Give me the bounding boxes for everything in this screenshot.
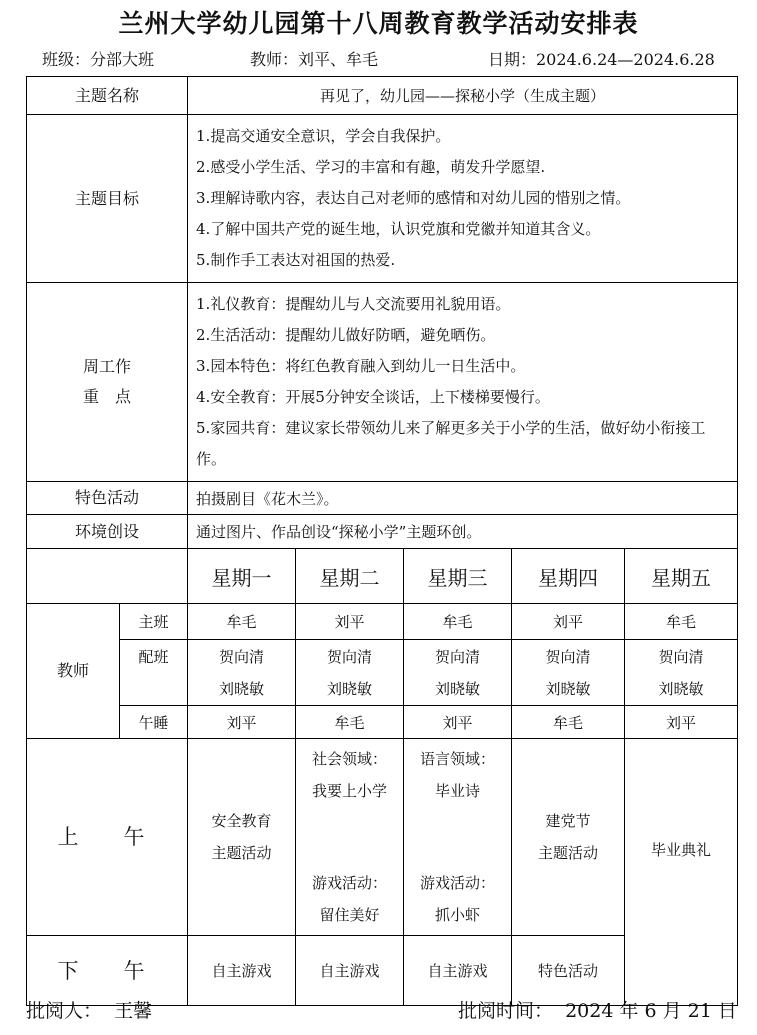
focus-list <box>188 283 738 482</box>
assist-teacher: 刘晓敏 <box>435 679 481 698</box>
special-value: 拍摄剧目《花木兰》。 <box>188 482 738 515</box>
schedule-table <box>26 76 738 1006</box>
goal-item: 3.理解诗歌内容，表达自己对老师的感情和对幼儿园的惜别之情。 <box>196 189 631 207</box>
day-monday: 星期一 <box>188 549 296 604</box>
morning-wednesday-line: 抓小虾 <box>435 906 481 924</box>
goals-row <box>27 115 738 283</box>
assist-teacher: 贺向清 <box>327 647 373 666</box>
afternoon-thursday: 特色活动 <box>512 936 625 1006</box>
day-header-row <box>27 549 738 604</box>
main-teacher: 牟毛 <box>625 604 738 640</box>
environment-label: 环境创设 <box>27 515 188 549</box>
assist-teacher: 刘晓敏 <box>658 679 704 698</box>
morning-thursday-line: 主题活动 <box>538 844 599 862</box>
afternoon-tuesday: 自主游戏 <box>296 936 404 1006</box>
main-teacher: 刘平 <box>512 604 625 640</box>
goal-item: 1.提高交通安全意识，学会自我保护。 <box>196 127 451 145</box>
assist-teachers <box>512 640 625 706</box>
day-header-blank <box>27 549 188 604</box>
focus-item: 3.园本特色：将红色教育融入到幼儿一日生活中。 <box>196 357 526 375</box>
assist-teacher: 刘晓敏 <box>545 679 591 698</box>
theme-label: 主题名称 <box>27 77 188 115</box>
nap-teacher: 牟毛 <box>512 706 625 739</box>
morning-wednesday-line: 语言领域： <box>420 750 496 768</box>
focus-label-line2: 重 点 <box>83 387 132 406</box>
assist-teacher: 贺向清 <box>219 647 265 666</box>
morning-wednesday-line: 游戏活动： <box>420 874 496 892</box>
environment-row <box>27 515 738 549</box>
afternoon-label: 下 午 <box>27 936 188 1006</box>
afternoon-wednesday: 自主游戏 <box>404 936 512 1006</box>
focus-item: 2.生活活动：提醒幼儿做好防晒，避免晒伤。 <box>196 326 496 344</box>
focus-item: 1.礼仪教育：提醒幼儿与人交流要用礼貌用语。 <box>196 295 511 313</box>
assist-teacher-row <box>27 640 738 706</box>
nap-teacher-label: 午睡 <box>120 706 188 739</box>
main-teacher-label: 主班 <box>120 604 188 640</box>
theme-value: 再见了，幼儿园——探秘小学（生成主题） <box>188 77 738 115</box>
morning-monday <box>188 739 296 936</box>
morning-monday-line: 安全教育 <box>211 812 272 830</box>
main-teacher: 刘平 <box>296 604 404 640</box>
nap-teacher: 刘平 <box>404 706 512 739</box>
afternoon-monday: 自主游戏 <box>188 936 296 1006</box>
goal-item: 4.了解中国共产党的诞生地，认识党旗和党徽并知道其含义。 <box>196 220 601 238</box>
environment-value: 通过图片、作品创设“探秘小学”主题环创。 <box>188 515 738 549</box>
focus-item: 5.家园共育：建议家长带领幼儿来了解更多关于小学的生活，做好幼小衔接工作。 <box>196 419 706 468</box>
assist-teacher: 贺向清 <box>658 647 704 666</box>
morning-tuesday <box>296 739 404 936</box>
special-row <box>27 482 738 515</box>
goal-item: 5.制作手工表达对祖国的热爱. <box>196 251 396 269</box>
day-wednesday: 星期三 <box>404 549 512 604</box>
focus-row <box>27 283 738 482</box>
main-teacher-row <box>27 604 738 640</box>
day-tuesday: 星期二 <box>296 549 404 604</box>
focus-label <box>27 283 188 482</box>
focus-item: 4.安全教育：开展5分钟安全谈话，上下楼梯要慢行。 <box>196 388 550 406</box>
assist-teacher: 刘晓敏 <box>327 679 373 698</box>
reviewer: 批阅人： 王馨 <box>26 1000 153 1022</box>
nap-teacher-row <box>27 706 738 739</box>
morning-wednesday <box>404 739 512 936</box>
morning-wednesday-line: 毕业诗 <box>435 782 481 800</box>
morning-tuesday-line: 留住美好 <box>319 906 380 924</box>
day-thursday: 星期四 <box>512 549 625 604</box>
assist-teacher: 贺向清 <box>435 647 481 666</box>
assist-teachers <box>404 640 512 706</box>
day-friday: 星期五 <box>625 549 738 604</box>
goal-item: 2.感受小学生活、学习的丰富和有趣，萌发升学愿望. <box>196 158 546 176</box>
morning-friday: 毕业典礼 <box>625 739 738 1006</box>
assist-teachers <box>625 640 738 706</box>
morning-tuesday-line: 社会领域： <box>312 750 388 768</box>
teachers-label: 教师 <box>27 604 120 739</box>
focus-label-line1: 周工作 <box>83 357 132 376</box>
morning-label: 上 午 <box>27 739 188 936</box>
morning-thursday <box>512 739 625 936</box>
nap-teacher: 牟毛 <box>296 706 404 739</box>
morning-monday-line: 主题活动 <box>211 844 272 862</box>
theme-row <box>27 77 738 115</box>
assist-teacher: 贺向清 <box>545 647 591 666</box>
teacher-info: 教师：刘平、牟毛 <box>250 50 379 69</box>
assist-teachers <box>296 640 404 706</box>
goals-label: 主题目标 <box>27 115 188 283</box>
date-info: 日期：2024.6.24—2024.6.28 <box>488 50 715 69</box>
main-teacher: 牟毛 <box>188 604 296 640</box>
review-time: 批阅时间： 2024 年 6 月 21 日 <box>458 1000 737 1022</box>
class-info: 班级：分部大班 <box>42 50 155 69</box>
main-teacher: 牟毛 <box>404 604 512 640</box>
assist-teachers <box>188 640 296 706</box>
nap-teacher: 刘平 <box>188 706 296 739</box>
special-label: 特色活动 <box>27 482 188 515</box>
assist-teacher-label: 配班 <box>120 640 188 706</box>
nap-teacher: 刘平 <box>625 706 738 739</box>
morning-tuesday-line: 游戏活动： <box>312 874 388 892</box>
morning-row <box>27 739 738 936</box>
morning-tuesday-line: 我要上小学 <box>312 782 388 800</box>
assist-teacher: 刘晓敏 <box>219 679 265 698</box>
goals-list <box>188 115 738 283</box>
page-title: 兰州大学幼儿园第十八周教育教学活动安排表 <box>118 9 639 38</box>
morning-thursday-line: 建党节 <box>545 812 591 830</box>
